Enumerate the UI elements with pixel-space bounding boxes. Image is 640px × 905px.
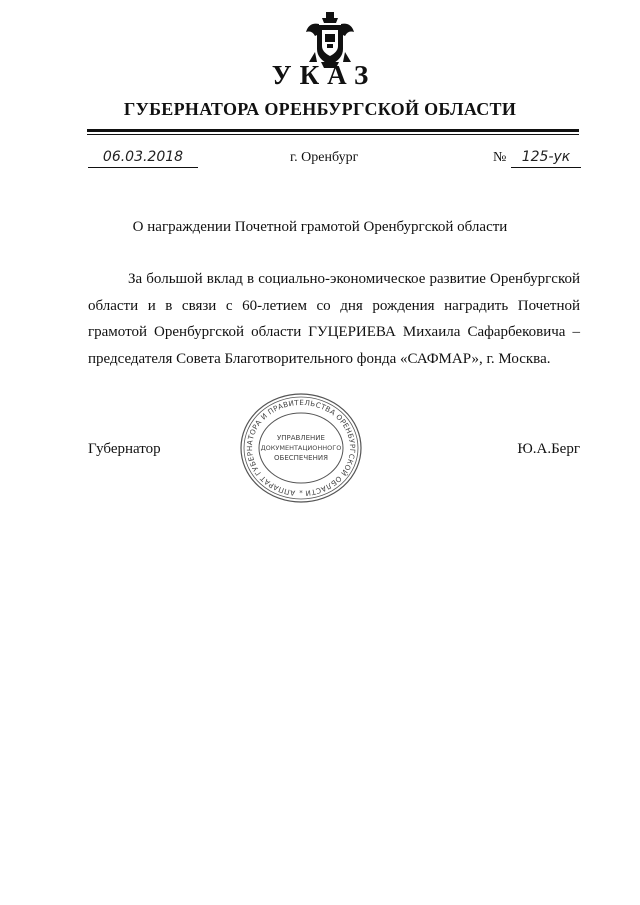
stamp-line-2: ДОКУМЕНТАЦИОННОГО [260,444,342,452]
document-date: 06.03.2018 [88,148,198,168]
document-city: г. Оренбург [290,150,359,165]
stamp-line-1: УПРАВЛЕНИЕ [277,434,325,442]
issuer-heading: ГУБЕРНАТОРА ОРЕНБУРГСКОЙ ОБЛАСТИ [123,99,517,119]
signatory-name: Ю.А.Берг [517,441,580,457]
stamp-line-3: ОБЕСПЕЧЕНИЯ [274,454,328,462]
document-body: За большой вклад в социально-экономическое развитие Оренбургской области и в связи с 60-летием со дня рождения наградить Почетной грамотой Оренбургской области ГУЦЕРИЕВА Михаила Сафарбековича – председателя Совета Благотворительного фонда «САФМАР», г. Москва. [88,271,580,367]
document-subject: О награждении Почетной грамотой Оренбургской области [132,219,508,235]
stamp-star: * [299,489,303,497]
header-rule-thick [87,129,579,132]
signatory-title: Губернатор [88,441,161,457]
document-number: 125-ук [511,148,581,168]
header-rule-thin [87,134,579,135]
number-label: № [493,150,507,165]
document-type: УКАЗ [271,60,377,90]
stamp-ring-text: АППАРАТ ГУБЕРНАТОРА И ПРАВИТЕЛЬСТВА ОРЕНБУРГСКОЙ ОБЛАСТИ [245,397,358,498]
official-stamp [237,392,365,510]
